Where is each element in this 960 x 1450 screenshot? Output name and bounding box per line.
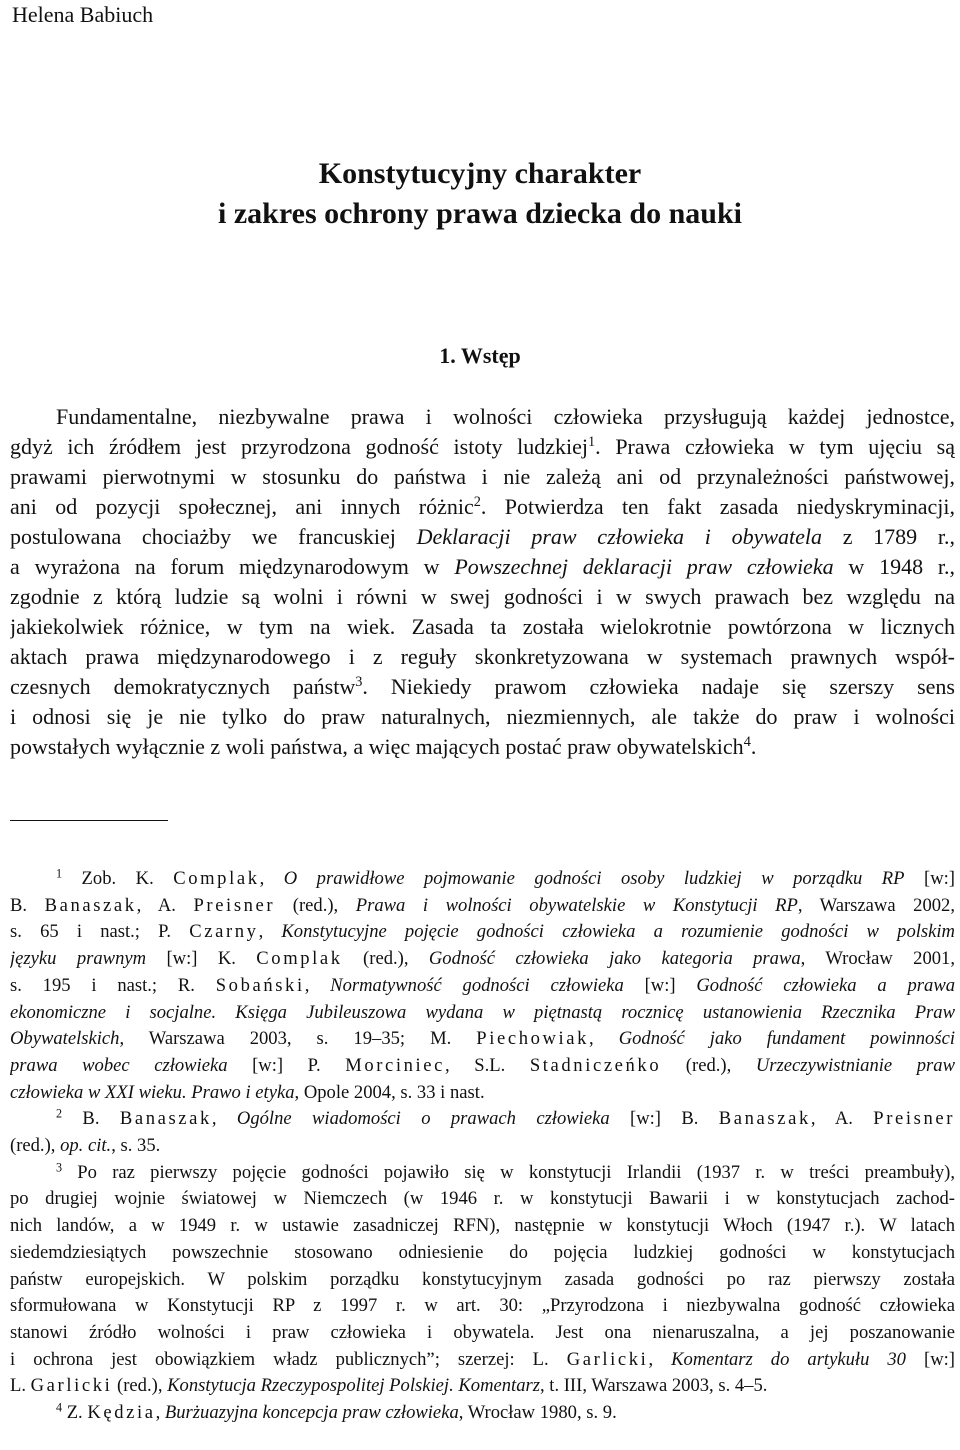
author-name: Kędzia	[87, 1402, 156, 1424]
italic-title: Prawa i wolności obywatelskie w Konstytucji RP	[355, 894, 798, 916]
text: [w:] P.	[227, 1054, 346, 1076]
footnote-line: nich landów, a w 1949 r. w ustawie zasadniczej RFN), następnie w konstytucji Włoch (1947 r.). W latach	[10, 1215, 955, 1237]
text: ,	[304, 974, 331, 996]
body-line	[10, 552, 955, 582]
author-name: Preisner	[193, 894, 276, 916]
footnote-line	[10, 1106, 955, 1133]
footnotes	[10, 866, 955, 1427]
text: czesnych demokratycznych państw	[10, 674, 356, 699]
body-line: aktach prawa międzynarodowego i z reguły skonkretyzowana w systemach prawnych współ-	[10, 644, 955, 669]
italic-title: prawa wobec człowieka	[10, 1054, 228, 1076]
text: ani od pozycji społecznej, ani innych różnic	[10, 494, 474, 519]
italic-title: Burżuazyjna koncepcja praw człowieka	[164, 1402, 459, 1424]
text: powstałych wyłącznie z woli państwa, a więc mających postać praw obywatelskich	[10, 734, 744, 759]
author-name: Piechowiak	[476, 1028, 590, 1050]
footnote-number: 3	[56, 1160, 63, 1175]
footnote-line: siedemdziesiątych powszechnie stosowano odniesienie do pojęcia ludzkiej godności w konstytucjach	[10, 1241, 955, 1263]
footnote-line: po drugiej wojnie światowej w Niemczech (w 1946 r. w konstytucji Bawarii i w konstytucjach zachod-	[10, 1188, 955, 1210]
italic-title: Konstytucyjne pojęcie godności człowieka a rozumienie godności w polskim	[281, 921, 955, 943]
footnote-line	[10, 1000, 955, 1027]
author-name: Czarny	[189, 921, 259, 943]
text: s. 195 i nast.; R.	[10, 974, 216, 996]
footnote-ref[interactable]: 3	[355, 674, 363, 691]
author-name: Garlicki	[566, 1348, 649, 1370]
text: , Wrocław 2001,	[800, 948, 955, 970]
text: L.	[10, 1375, 31, 1397]
text: , t. III, Warszawa 2003, s. 4–5.	[539, 1375, 768, 1397]
italic-title: Godność jako fundament powinności	[618, 1028, 955, 1050]
article-title	[0, 154, 960, 234]
author-name: Sobański	[215, 974, 305, 996]
text: ,	[155, 1402, 165, 1424]
text: B.	[10, 894, 45, 916]
text: B.	[62, 1108, 120, 1130]
text: ,	[258, 921, 282, 943]
footnote-line	[10, 1133, 955, 1160]
footnote-number: 1	[56, 866, 63, 881]
title-line-1: Konstytucyjny charakter	[318, 157, 642, 190]
footnote-separator	[10, 820, 168, 821]
body-line: zgodnie z którą ludzie są wolni i równi w swej godności i w swych prawach bez względu na	[10, 584, 955, 609]
footnote-ref[interactable]: 4	[743, 734, 751, 751]
text: [w:]	[904, 868, 955, 889]
body-line	[10, 432, 955, 462]
footnote-line	[10, 919, 955, 946]
footnote-line	[10, 1373, 955, 1400]
text: , Warszawa 2003, s. 19–35; M.	[119, 1028, 477, 1050]
text: postulowana chociażby we francuskiej	[10, 524, 417, 549]
author-name: Banaszak	[718, 1108, 811, 1130]
italic-title: Powszechnej deklaracji praw człowieka	[454, 554, 834, 579]
italic-title: Urzeczywistnianie praw	[755, 1054, 955, 1076]
italic-title: człowieka w XXI wieku. Prawo i etyka	[10, 1081, 295, 1103]
author-name: Complak	[173, 868, 260, 889]
section-heading: 1. Wstęp	[439, 343, 521, 368]
footnote-line	[10, 1053, 955, 1080]
text: , A.	[810, 1108, 874, 1130]
footnote-line	[10, 866, 955, 893]
author-name: Banaszak	[44, 894, 137, 916]
text: (red.),	[342, 948, 429, 970]
author-name: Preisner	[873, 1108, 955, 1130]
text: [w:]	[905, 1348, 955, 1370]
body-line: Fundamentalne, niezbywalne prawa i wolności człowieka przysługują każdej jednostce,	[56, 404, 955, 429]
italic-title: Godność człowieka a prawa	[696, 974, 955, 996]
text: . Niekiedy prawom człowieka nadaje się szerszy sens	[362, 674, 955, 699]
text: ,	[648, 1348, 672, 1370]
italic-title: Komentarz do artykułu 30	[671, 1348, 906, 1370]
body-line	[10, 522, 955, 552]
text: a wyrażona na forum międzynarodowym w	[10, 554, 455, 579]
body-line	[10, 492, 955, 522]
text: , S.L.	[445, 1054, 530, 1076]
footnote-line	[10, 1347, 955, 1374]
text: , A.	[136, 894, 194, 916]
footnote-line	[10, 1026, 955, 1053]
text: , Opole 2004, s. 33 i nast.	[294, 1081, 485, 1103]
title-line-2: i zakres ochrony prawa dziecka do nauki	[218, 197, 742, 230]
text: (red.),	[112, 1375, 168, 1397]
body-line	[10, 732, 955, 762]
text: [w:] K.	[146, 948, 257, 970]
author-name: Morciniec	[345, 1054, 446, 1076]
footnote-line	[10, 1400, 955, 1427]
italic-title: Deklaracji praw człowieka i obywatela	[416, 524, 822, 549]
footnote-line	[10, 946, 955, 973]
footnote-number: 2	[56, 1106, 63, 1121]
text: , s. 35.	[111, 1135, 161, 1157]
text: . Potwierdza ten fakt zasada niedyskryminacji,	[480, 494, 955, 519]
text: ,	[211, 1108, 237, 1130]
text: w 1948 r.,	[833, 554, 955, 579]
footnote-number: 4	[56, 1400, 63, 1415]
author-name: Helena Babiuch	[12, 2, 154, 27]
text: ,	[259, 868, 284, 889]
italic-title: Ogólne wiadomości o prawach człowieka	[236, 1108, 610, 1130]
footnote-line: stanowi źródło wolności i praw człowieka i obywatela. Jest ona nienaruszalna, a jej poszanowanie	[10, 1321, 955, 1343]
text: , Warszawa 2002,	[797, 894, 955, 916]
text: Zob. K.	[62, 868, 174, 889]
author-name: Stadniczeńko	[529, 1054, 662, 1076]
italic-title: ekonomiczne i socjalne. Księga Jubileuszowa wydana w piętnastą rocznicę ustanowienia Rzecznika Praw	[10, 1001, 955, 1023]
text: (red.),	[10, 1135, 61, 1157]
author-name: Complak	[256, 948, 343, 970]
footnote-line	[10, 1160, 955, 1187]
text: z 1789 r.,	[822, 524, 955, 549]
italic-title: op. cit.	[60, 1135, 112, 1157]
italic-title: Godność człowieka jako kategoria prawa	[428, 948, 801, 970]
text: i ochrona jest obowiązkiem władz publicznych”; szerzej: L.	[10, 1348, 567, 1370]
italic-title: Konstytucja Rzeczypospolitej Polskiej. Komentarz	[167, 1375, 540, 1397]
text: [w:] B.	[609, 1108, 719, 1130]
text: (red.),	[275, 894, 356, 916]
text: , Wrocław 1980, s. 9.	[458, 1402, 617, 1424]
text: ,	[589, 1028, 619, 1050]
footnote-line: sformułowana w Konstytucji RP z 1997 r. w art. 30: „Przyrodzona i niezbywalna godność człowieka	[10, 1295, 955, 1317]
footnote-ref[interactable]: 2	[473, 494, 481, 511]
body-line: jakiekolwiek różnice, w tym na wiek. Zasada ta została wielokrotnie powtórzona w licznych	[10, 614, 955, 639]
italic-title: Normatywność godności człowieka	[330, 974, 624, 996]
footnote-ref[interactable]: 1	[588, 434, 596, 451]
text: Po raz pierwszy pojęcie godności pojawiło się w konstytucji Irlandii (1937 r. w treści preambuły),	[62, 1161, 955, 1183]
body-paragraph	[10, 402, 955, 762]
italic-title: Obywatelskich	[10, 1028, 120, 1050]
text: [w:]	[623, 974, 697, 996]
text: . Prawa człowieka w tym ujęciu są	[595, 434, 955, 459]
footnote-line	[10, 973, 955, 1000]
italic-title: języku prawnym	[10, 948, 147, 970]
body-line	[10, 672, 955, 702]
text: (red.),	[661, 1054, 756, 1076]
italic-title: O prawidłowe pojmowanie godności osoby ludzkiej w porządku RP	[283, 868, 905, 889]
text: Z.	[62, 1402, 88, 1424]
footnote-line	[10, 1080, 955, 1107]
text: s. 65 i nast.; P.	[10, 921, 190, 943]
author-name: Banaszak	[119, 1108, 212, 1130]
footnote-line	[10, 893, 955, 920]
footnote-line: państw europejskich. W polskim porządku konstytucyjnym zasada godności po raz pierwszy została	[10, 1268, 955, 1290]
text: gdyż ich źródłem jest przyrodzona godność istoty ludzkiej	[10, 434, 588, 459]
text: .	[750, 734, 757, 759]
body-line: prawami pierwotnymi w stosunku do państwa i nie zależą ani od przynależności państwowej,	[10, 464, 955, 489]
author-name: Garlicki	[30, 1375, 113, 1397]
body-line: i odnosi się je nie tylko do praw naturalnych, niezmiennych, ale także do praw i wolności	[10, 704, 955, 729]
